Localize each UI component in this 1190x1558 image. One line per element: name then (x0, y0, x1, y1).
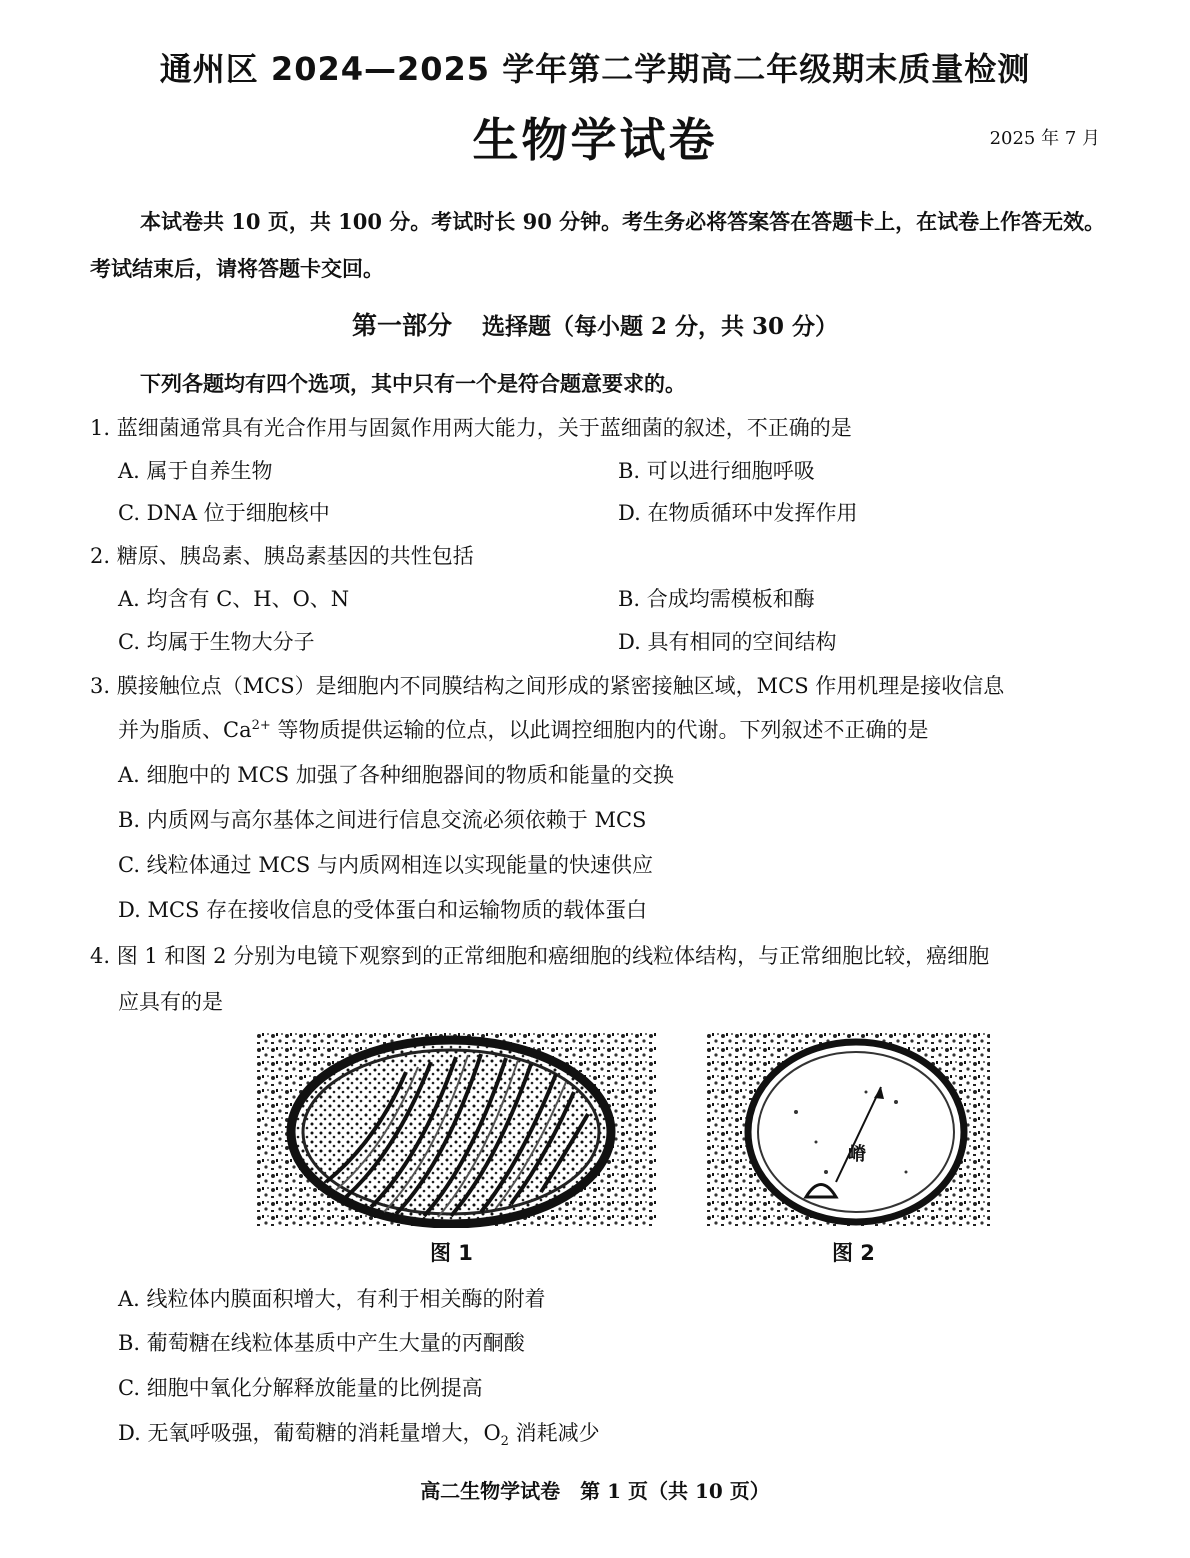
exam-subtitle: 生物学试卷 (472, 113, 718, 167)
q4-option-a: A. 线粒体内膜面积增大，有利于相关酶的附着 (118, 1287, 546, 1311)
q2-option-d: D. 具有相同的空间结构 (618, 630, 837, 654)
q4-option-d-part2: 消耗减少 (508, 1421, 600, 1445)
choice-instruction: 下列各题均有四个选项，其中只有一个是符合题意要求的。 (140, 371, 686, 396)
section-heading (0, 306, 1190, 342)
q4-option-d-sub: 2 (500, 1434, 509, 1450)
question-2-stem: 2. 糖原、胰岛素、胰岛素基因的共性包括 (90, 544, 474, 568)
figure-1-micrograph (256, 1032, 656, 1228)
question-1-stem: 1. 蓝细菌通常具有光合作用与固氮作用两大能力，关于蓝细菌的叙述，不正确的是 (90, 416, 852, 440)
q4-option-c: C. 细胞中氧化分解释放能量的比例提高 (118, 1376, 483, 1400)
q1-option-c: C. DNA 位于细胞核中 (118, 501, 330, 525)
q2-option-c: C. 均属于生物大分子 (118, 630, 315, 654)
figure-1-caption: 图 1 (430, 1241, 473, 1265)
question-4-stem-line1: 4. 图 1 和图 2 分别为电镜下观察到的正常细胞和癌细胞的线粒体结构，与正常细胞比较，癌细胞 (90, 944, 990, 968)
q3-option-c: C. 线粒体通过 MCS 与内质网相连以实现能量的快速供应 (118, 853, 653, 877)
figure-2-image (706, 1032, 990, 1228)
page-footer: 高二生物学试卷 第 1 页（共 10 页） (420, 1479, 770, 1503)
q4-option-d-part1: D. 无氧呼吸强，葡萄糖的消耗量增大，O (118, 1421, 501, 1445)
exam-title: 通州区 2024—2025 学年第二学期高二年级期末质量检测 (159, 50, 1031, 88)
q1-option-a: A. 属于自养生物 (118, 459, 273, 483)
q4-option-b: B. 葡萄糖在线粒体基质中产生大量的丙酮酸 (118, 1331, 525, 1355)
q3-option-a: A. 细胞中的 MCS 加强了各种细胞器间的物质和能量的交换 (118, 763, 674, 787)
figure-2-crista-label: 嵴 (848, 1144, 866, 1165)
figure-2-micrograph (706, 1032, 990, 1228)
question-4-stem-line2: 应具有的是 (118, 990, 223, 1014)
q2-option-b: B. 合成均需模板和酶 (618, 587, 815, 611)
figure-2-caption: 图 2 (832, 1241, 875, 1265)
exam-date: 2025 年 7 月 (989, 128, 1100, 149)
q3-option-b: B. 内质网与高尔基体之间进行信息交流必须依赖于 MCS (118, 808, 647, 832)
exam-instructions: 本试卷共 10 页，共 100 分。考试时长 90 分钟。考生务必将答案答在答题卡上，在试卷上作答无效。考试结束后，请将答题卡交回。 (90, 209, 1106, 281)
q1-option-b: B. 可以进行细胞呼吸 (618, 459, 815, 483)
q2-option-a: A. 均含有 C、H、O、N (118, 587, 350, 611)
q3-option-d: D. MCS 存在接收信息的受体蛋白和运输物质的载体蛋白 (118, 898, 648, 922)
q3-stem2-sup: 2+ (251, 718, 271, 733)
q3-stem2-part2: 等物质提供运输的位点，以此调控细胞内的代谢。下列叙述不正确的是 (270, 718, 929, 742)
question-3-stem-line1: 3. 膜接触位点（MCS）是细胞内不同膜结构之间形成的紧密接触区域，MCS 作用机理是接收信息 (90, 674, 1005, 698)
figure-1-image (256, 1032, 656, 1228)
section-part: 第一部分 (351, 311, 452, 340)
question-3-stem-line2 (118, 714, 928, 744)
q3-stem2-part1: 并为脂质、Ca (118, 718, 252, 742)
q1-option-d: D. 在物质循环中发挥作用 (618, 501, 858, 525)
section-name: 选择题（每小题 2 分，共 30 分） (481, 313, 839, 340)
q4-option-d (118, 1417, 600, 1449)
